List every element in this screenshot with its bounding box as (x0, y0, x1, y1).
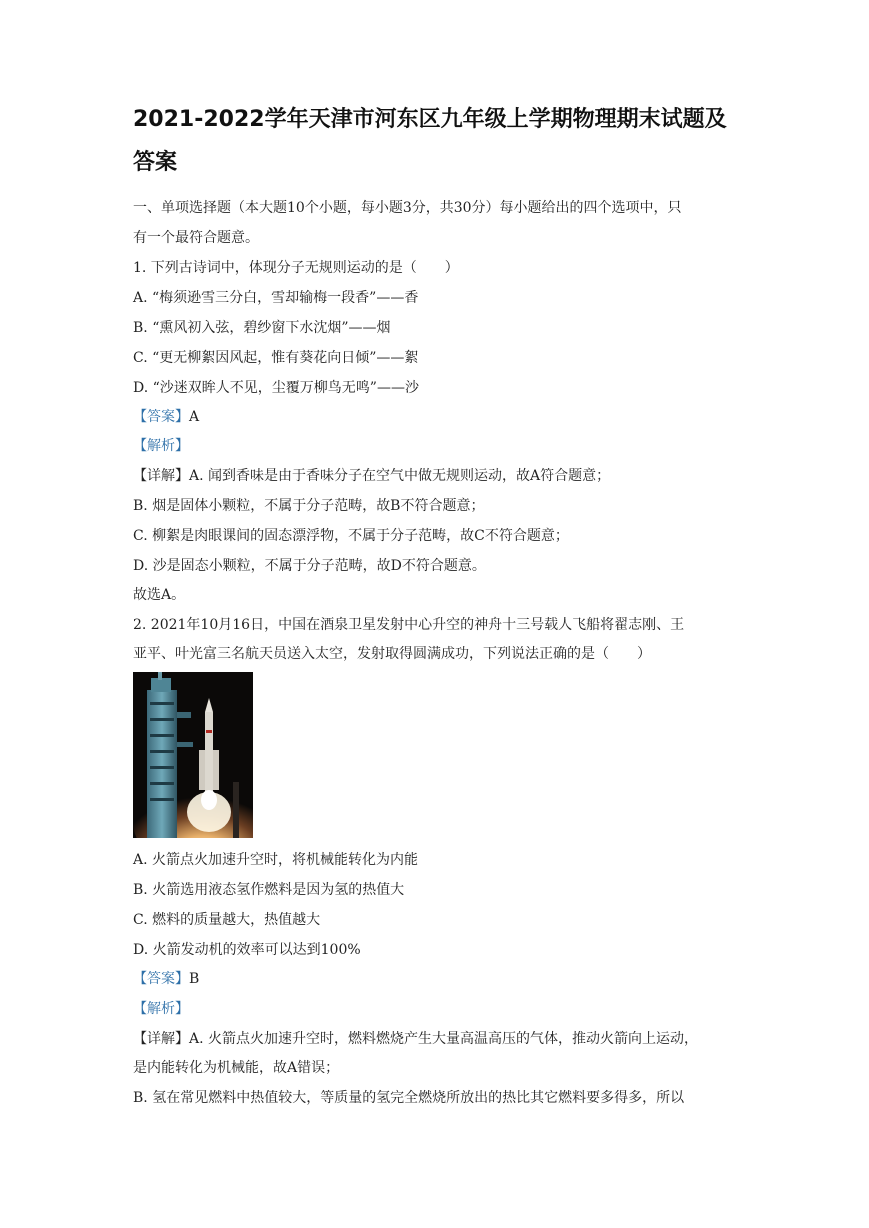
q2-analysis-tag: 【解析】 (133, 1001, 189, 1017)
section-heading-line-2: 有一个最符合题意。 (133, 230, 259, 246)
q2-detail-tag: 【详解】 (133, 1031, 189, 1047)
rocket-launch-illustration (133, 672, 253, 838)
q2-option-b: B. 火箭选用液态氢作燃料是因为氢的热值大 (133, 882, 405, 898)
q1-detail-line-1 (133, 467, 610, 485)
q1-detail-a: A. 闻到香味是由于香味分子在空气中做无规则运动，故A符合题意； (189, 468, 611, 484)
q2-detail-a: A. 火箭点火加速升空时，燃料燃烧产生大量高温高压的气体，推动火箭向上运动， (189, 1031, 699, 1047)
q1-conclusion: 故选A。 (133, 587, 186, 603)
q2-option-d: D. 火箭发动机的效率可以达到100% (133, 942, 361, 958)
q1-option-c: C. “更无柳絮因风起，惟有葵花向日倾”——絮 (133, 350, 419, 366)
q1-detail-d: D. 沙是固态小颗粒，不属于分子范畴，故D不符合题意。 (133, 558, 486, 574)
q2-detail-line-3: B. 氢在常见燃料中热值较大，等质量的氢完全燃烧所放出的热比其它燃料要多得多，所以 (133, 1090, 685, 1106)
q1-answer-line (133, 408, 199, 426)
q1-detail-c: C. 柳絮是肉眼课间的固态漂浮物，不属于分子范畴，故C不符合题意； (133, 528, 569, 544)
rocket-launch-photo (133, 672, 253, 838)
q2-stem-line-2: 亚平、叶光富三名航天员送入太空，发射取得圆满成功，下列说法正确的是（ ） (133, 646, 651, 662)
q1-stem: 1. 下列古诗词中，体现分子无规则运动的是（ ） (133, 260, 459, 276)
q2-answer-tag: 【答案】 (133, 971, 189, 987)
q1-answer-tag: 【答案】 (133, 409, 189, 425)
q1-detail-tag: 【详解】 (133, 468, 189, 484)
q2-answer: B (189, 971, 200, 987)
q2-option-a: A. 火箭点火加速升空时，将机械能转化为内能 (133, 852, 419, 868)
q1-option-a: A. “梅须逊雪三分白，雪却输梅一段香”——香 (133, 290, 419, 306)
q2-detail-line-2: 是内能转化为机械能，故A错误； (133, 1060, 340, 1076)
q2-option-c: C. 燃料的质量越大，热值越大 (133, 912, 321, 928)
q2-answer-line (133, 970, 199, 988)
q2-stem-line-1: 2. 2021年10月16日，中国在酒泉卫星发射中心升空的神舟十三号载人飞船将翟志刚、王 (133, 617, 685, 633)
document-title-line-2: 答案 (133, 150, 178, 175)
document-title-line-1: 2021-2022学年天津市河东区九年级上学期物理期末试题及 (133, 107, 727, 132)
q2-detail-line-1 (133, 1030, 698, 1048)
q1-option-d: D. “沙迷双眸人不见，尘覆万柳鸟无鸣”——沙 (133, 380, 419, 396)
q1-detail-b: B. 烟是固体小颗粒，不属于分子范畴，故B不符合题意； (133, 498, 485, 514)
q1-option-b: B. “熏风初入弦，碧纱窗下水沈烟”——烟 (133, 320, 391, 336)
q1-answer: A (189, 409, 200, 425)
section-heading-line-1: 一、单项选择题（本大题10个小题，每小题3分，共30分）每小题给出的四个选项中，只 (133, 200, 682, 216)
q1-analysis-tag: 【解析】 (133, 438, 189, 454)
